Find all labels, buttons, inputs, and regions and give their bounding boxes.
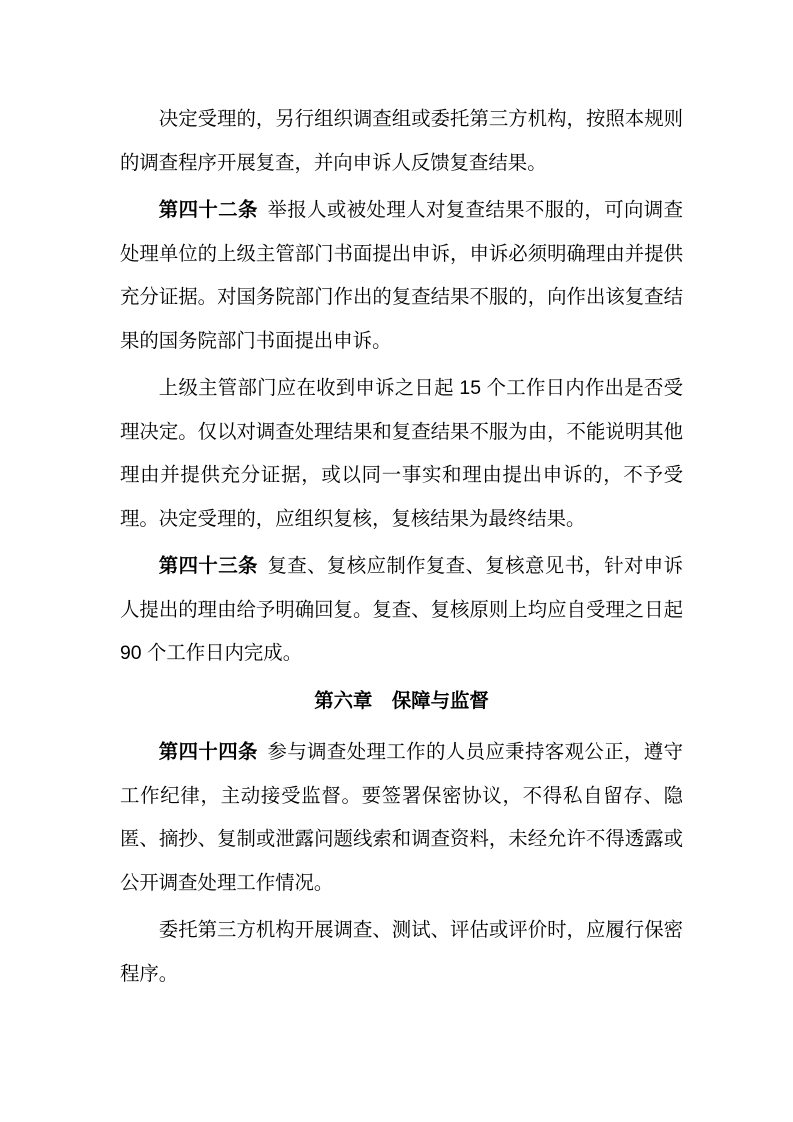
paragraph-text: 参与调查处理工作的人员应秉持客观公正，遵守工作纪律，主动接受监督。要签署保密协议，不得私自留存、隐匿、摘抄、复制或泄露问题线索和调查资料，未经允许不得透露或公开调查处理工作情况。	[120, 741, 684, 894]
article-number: 第四十二条	[158, 199, 258, 221]
paragraph	[120, 909, 683, 996]
paragraph-text: 决定受理的，另行组织调查组或委托第三方机构，按照本规则的调查程序开展复查，并向申诉人反馈复查结果。	[120, 108, 683, 174]
paragraph-text: 上级主管部门应在收到申诉之日起 15 个工作日内作出是否受理决定。仅以对调查处理结果和复查结果不服为由，不能说明其他理由并提供充分证据，或以同一事实和理由提出申诉的，不予受理。决定受理的，应组织复核，复核结果为最终结果。	[120, 377, 683, 530]
article-number: 第四十四条	[158, 741, 258, 763]
article-number: 第四十三条	[158, 555, 258, 577]
chapter-heading: 第六章 保障与监督	[314, 689, 489, 712]
paragraph	[120, 731, 683, 905]
paragraph	[120, 367, 683, 541]
paragraph	[120, 189, 683, 363]
paragraph-text: 复查、复核应制作复查、复核意见书，针对申诉人提出的理由给予明确回复。复查、复核原则上均应自受理之日起 90 个工作日内完成。	[120, 555, 684, 664]
paragraph-text: 举报人或被处理人对复查结果不服的，可向调查处理单位的上级主管部门书面提出申诉，申诉必须明确理由并提供充分证据。对国务院部门作出的复查结果不服的，向作出该复查结果的国务院部门书面提出申诉。	[120, 199, 684, 352]
paragraph-text: 委托第三方机构开展调查、测试、评估或评价时，应履行保密程序。	[120, 919, 683, 985]
paragraph	[120, 98, 683, 185]
paragraph	[120, 545, 683, 676]
